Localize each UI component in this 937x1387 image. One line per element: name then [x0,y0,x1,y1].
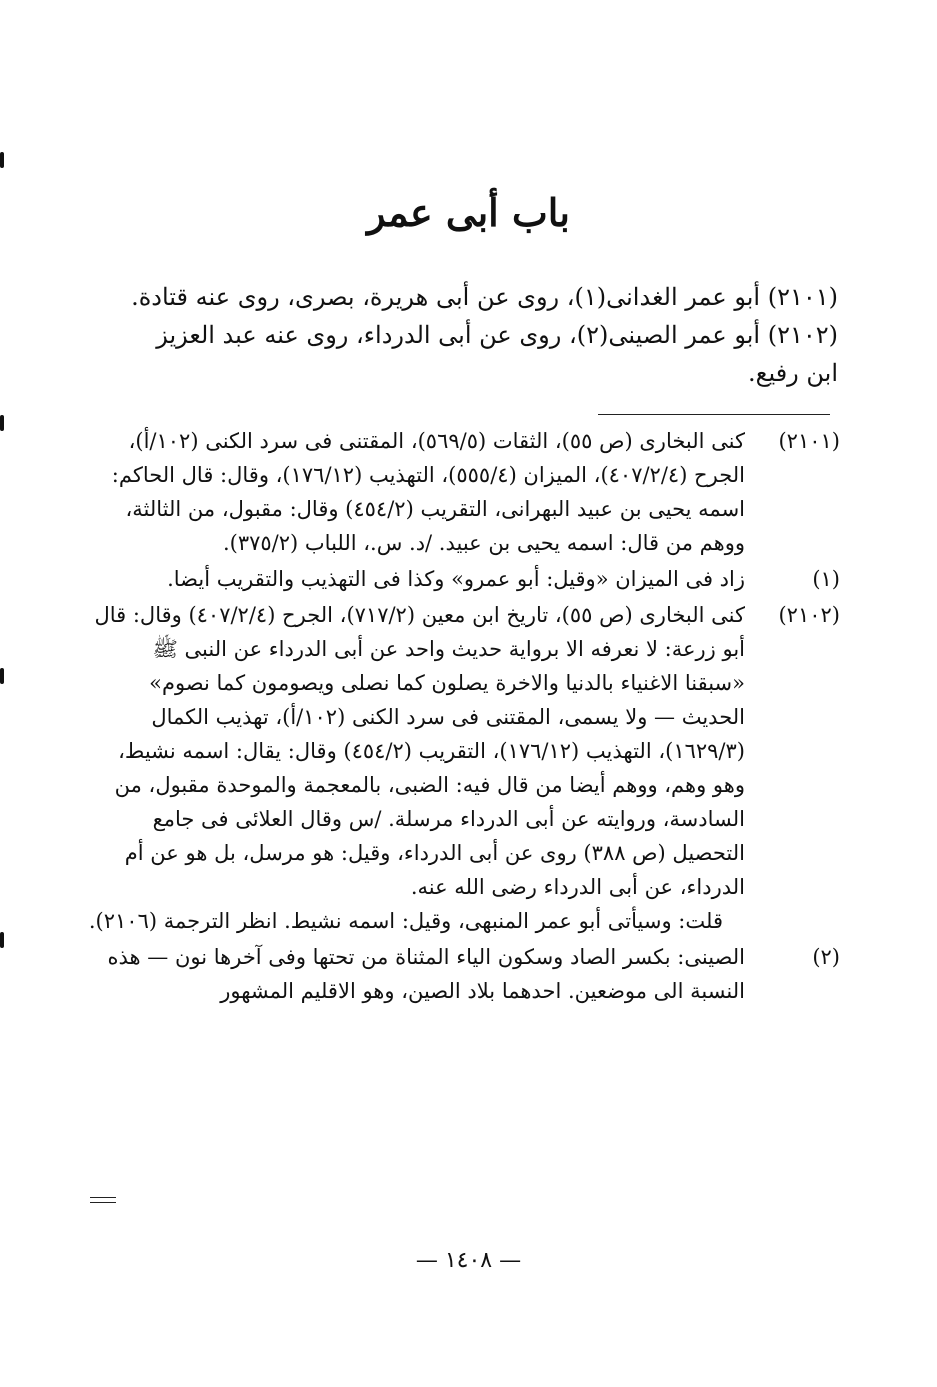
footnote-1 [88,562,840,596]
edge-mark [0,932,4,948]
footnote-2 [88,940,840,1008]
edge-mark [0,668,4,684]
entry-2102: (٢١٠٢) أبو عمر الصينى(٢)، روى عن أبى الدرداء، روى عنه عبد العزيز [156,321,838,349]
footnote-text [88,562,745,596]
footnote-number: (٢) [812,945,840,969]
footnote-text [88,598,745,938]
footnote-paragraph: كنى البخارى (ص ٥٥)، تاريخ ابن معين (٧١٧/٢)، الجرح (٤٠٧/٢/٤) وقال: قال أبو زرعة: لا نعرفه الا برواية حديث واحد عن أبى الدرداء عن النبى ﷺ «سبقنا الاغنياء بالدنيا والاخرة يصلون كما نصلى ويصومون كما نصوم» الحديث — ولا يسمى، المقتنى فى سرد الكنى (١٠٢/أ)، تهذيب الكمال (١٦٢٩/٣)، التهذيب (١٧٦/١٢)، التقريب (٤٥٤/٢) وقال: يقال: اسمه نشيط، وهو وهم، ووهم أيضا من قال فيه: الضبى، بالمعجمة والموحدة مقبول، من السادسة، وروايته عن أبى الدرداء مرسلة. /س وقال العلائى فى جامع التحصيل (ص ٣٨٨) روى عن أبى الدرداء، وقيل: هو مرسل، بل هو عن أم الدرداء، عن أبى الدرداء رضى الله عنه. [94,603,745,899]
edge-mark [0,415,4,431]
footnote-number: (١) [812,567,840,591]
footnote-number: (٢١٠١) [778,429,840,453]
footnote-paragraph: قلت: وسيأتى أبو عمر المنبهى، وقيل: اسمه نشيط. انظر الترجمة (٢١٠٦). [88,909,723,933]
footnote-paragraph: الصينى: بكسر الصاد وسكون الياء المثناة من تحتها وفى آخرها نون — هذه النسبة الى موضعين. احدهما بلاد الصين، وهو الاقليم المشهور [107,945,745,1003]
footnote-text [88,424,745,560]
footnote-number: (٢١٠٢) [778,603,840,627]
page-number: — ١٤٠٨ — [415,1248,522,1273]
edge-mark [0,152,4,168]
entry-2102-continuation: ابن رفيع. [748,359,838,387]
chapter-title: باب أبى عمر [367,190,570,235]
footnote-paragraph: كنى البخارى (ص ٥٥)، الثقات (٥٦٩/٥)، المقتنى فى سرد الكنى (١٠٢/أ)، الجرح (٤٠٧/٢/٤)، الميزان (٥٥٥/٤)، التهذيب (١٧٦/١٢)، وقال: قال الحاكم: اسمه يحيى بن عبيد البهرانى، التقريب (٤٥٤/٢) وقال: مقبول، من الثالثة، ووهم من قال: اسمه يحيى بن عبيد. /د. س.، اللباب (٣٧٥/٢). [111,429,745,555]
footnote-2102 [88,598,840,938]
entries-section [88,278,838,392]
footnote-separator [598,414,830,415]
continuation-mark [90,1197,116,1203]
footnote-text [88,940,745,1008]
footnote-2101 [88,424,840,560]
footnotes-section [88,424,840,1010]
footnote-paragraph: زاد فى الميزان «وقيل: أبو عمرو» وكذا فى التهذيب والتقريب أيضا. [167,567,745,591]
entry-2101: (٢١٠١) أبو عمر الغدانى(١)، روى عن أبى هريرة، بصرى، روى عنه قتادة. [131,283,838,311]
